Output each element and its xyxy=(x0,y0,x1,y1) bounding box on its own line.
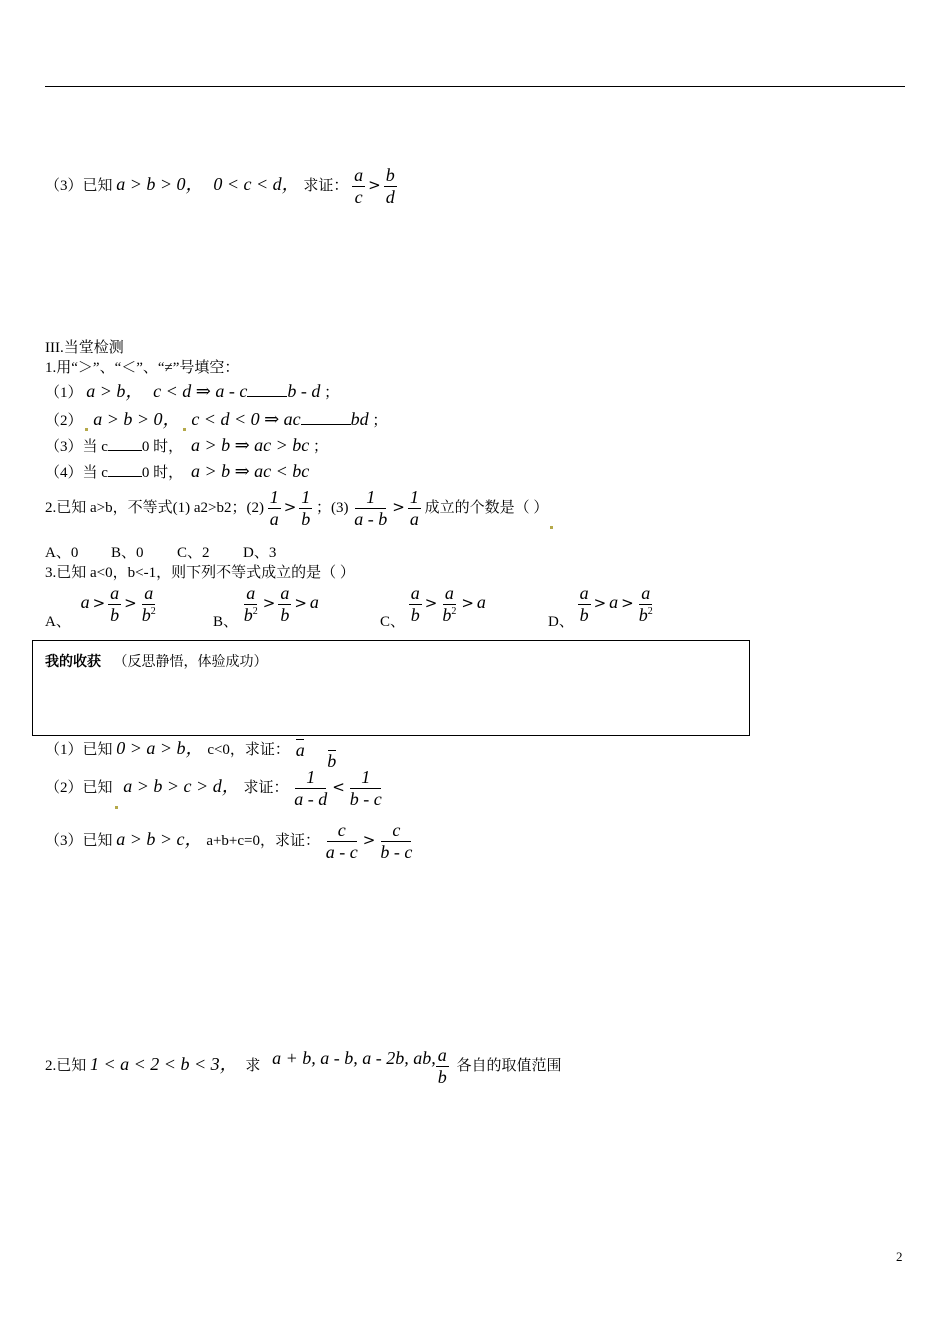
harvest-title: 我的收获 （反思静悟，体验成功） xyxy=(45,654,268,670)
fraction-c-over-a-minus-c: $\frac{c}{a - c}$ xyxy=(325,820,358,862)
fraction-a-over-b: $\frac{a}{b}$ xyxy=(437,1045,447,1087)
q3-option-d[interactable]: D、 $\frac{a}{b}$ > a > $\frac{a}{b^2}$ xyxy=(548,583,653,630)
q2-stem: 2.已知 a>b，不等式(1) a2>b2；(2) $\frac{1}{a}$ > $\frac{1}{b}$ ；(3) $\frac{1}{a - b}$ > $\frac{1}{a}$ 成立的个数是（ ） xyxy=(45,488,555,529)
page-number: 2 xyxy=(896,1249,903,1264)
q3-option-b[interactable]: B、 $\frac{a}{b^2}$ > $\frac{a}{b}$ > a xyxy=(213,583,319,630)
q2-option-a[interactable]: A、0 xyxy=(45,545,79,561)
q1-stem: 1.用“＞”、“＜”、“≠”号填空： xyxy=(45,360,240,376)
q2-options xyxy=(45,541,276,562)
harvest-box[interactable] xyxy=(32,640,750,736)
fraction-1-over-a-minus-b: $\frac{1}{a - b}$ xyxy=(354,487,388,529)
q1-item-1: （1） a > b， c < d ⇒ a - c b - d ； xyxy=(45,381,340,401)
proof-item-1: （1）已知 0 > a > b， c<0，求证： a b xyxy=(45,730,338,771)
fraction-1-over-b-minus-c: $\frac{1}{b - c}$ xyxy=(349,767,382,809)
last-question: 2.已知 1 < a < 2 < b < 3， 求 a + b, a - b, a - 2b, ab, $\frac{a}{b}$ 各自的取值范围 xyxy=(45,1045,562,1087)
q3-stem: 3.已知 a<0，b<-1，则下列不等式成立的是（ ） xyxy=(45,565,355,581)
q1-item-2: （2） a > b > 0， c < d < 0 ⇒ ac bd ； xyxy=(45,409,388,429)
answer-blank[interactable] xyxy=(108,450,142,451)
fraction-a-over-c: $\frac{a}{c}$ xyxy=(354,165,364,207)
fraction-1-over-a: $\frac{1}{a}$ xyxy=(269,487,279,529)
fraction-1-over-b: $\frac{1}{b}$ xyxy=(301,487,311,529)
top-item-label: （3）已知 xyxy=(45,177,113,194)
top-item-prove: 求证： xyxy=(303,177,349,194)
answer-blank[interactable] xyxy=(247,396,287,397)
answer-blank[interactable] xyxy=(301,424,351,425)
q1-item-4: （4）当 c 0 时， a > b ⇒ ac < bc xyxy=(45,461,310,481)
section-title: III.当堂检测 xyxy=(45,340,124,356)
fraction-c-over-b-minus-c: $\frac{c}{b - c}$ xyxy=(380,820,413,862)
q3-option-a[interactable]: A、 a > $\frac{a}{b}$ > $\frac{a}{b^2}$ xyxy=(45,583,156,630)
q1-item-3: （3）当 c 0 时， a > b ⇒ ac > bc ； xyxy=(45,435,329,455)
fraction-1-over-a-minus-d: $\frac{1}{a - d}$ xyxy=(294,767,328,809)
q2-option-d[interactable]: D、3 xyxy=(243,545,277,561)
top-item-cond2: 0 < c < d， xyxy=(213,173,300,194)
fraction-b-over-d: $\frac{b}{d}$ xyxy=(385,165,395,207)
q2-option-b[interactable]: B、0 xyxy=(111,545,144,561)
fraction-1-over-a: $\frac{1}{a}$ xyxy=(409,487,419,529)
proof-item-2: （2）已知 a > b > c > d， 求证： $\frac{1}{a - d}$ < $\frac{1}{b - c}$ xyxy=(45,767,382,809)
q3-option-c[interactable]: C、 $\frac{a}{b}$ > $\frac{a}{b^2}$ > a xyxy=(380,583,486,630)
top-item: （3）已知 a > b > 0， 0 < c < d， 求证： $\frac{a}{c}$ > $\frac{b}{d}$ xyxy=(45,165,395,207)
top-item-cond1: a > b > 0， xyxy=(116,173,204,194)
proof-item-3: （3）已知 a > b > c， a+b+c=0，求证： $\frac{c}{a - c}$ > $\frac{c}{b - c}$ xyxy=(45,820,413,862)
answer-blank[interactable] xyxy=(108,476,142,477)
header-rule xyxy=(45,86,905,87)
q2-option-c[interactable]: C、2 xyxy=(177,545,210,561)
